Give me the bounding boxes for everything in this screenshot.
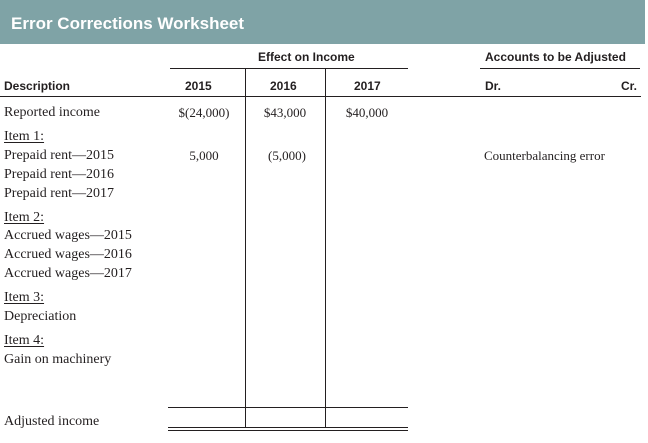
item-1-2015-value: 5,000	[189, 148, 219, 163]
column-header-rule	[0, 96, 641, 97]
dr-header: Dr.	[485, 79, 502, 93]
year-2015-header: 2015	[185, 79, 212, 93]
item-2-line-3: Accrued wages—2017	[4, 266, 132, 281]
item-2-label: Item 2:	[4, 210, 45, 225]
column-rule-2016-2017	[325, 69, 326, 428]
title-banner	[0, 0, 645, 44]
reported-income-2017: $40,000	[345, 105, 389, 120]
header-rule-accounts	[480, 68, 640, 69]
total-rule-top	[168, 407, 408, 408]
accounts-to-be-adjusted-header: Accounts to be Adjusted	[485, 50, 626, 64]
year-2016-header: 2016	[270, 79, 297, 93]
year-2017-header: 2017	[354, 79, 381, 93]
item-1-line-3: Prepaid rent—2017	[4, 186, 115, 201]
double-rule-2	[168, 430, 408, 431]
item-1-note: Counterbalancing error	[484, 148, 605, 163]
item-2-line-2: Accrued wages—2016	[4, 247, 132, 262]
item-4-line-1: Gain on machinery	[4, 352, 112, 367]
header-rule-effect	[170, 68, 408, 69]
item-1-2016-value: (5,000)	[268, 148, 306, 163]
reported-income-2015: $(24,000)	[178, 105, 230, 120]
reported-income-2016: $43,000	[263, 105, 307, 120]
reported-income-label: Reported income	[4, 105, 101, 120]
description-header: Description	[4, 79, 71, 93]
item-3-line-1: Depreciation	[4, 309, 77, 324]
item-4-label: Item 4:	[4, 333, 45, 348]
item-1-line-2: Prepaid rent—2016	[4, 167, 115, 182]
adjusted-income-label: Adjusted income	[4, 414, 100, 429]
double-rule-1	[168, 427, 408, 428]
item-1-line-1: Prepaid rent—2015	[4, 148, 115, 163]
page-title: Error Corrections Worksheet	[11, 14, 245, 33]
effect-on-income-header: Effect on Income	[258, 50, 355, 64]
item-1-label: Item 1:	[4, 129, 45, 144]
item-3-label: Item 3:	[4, 290, 45, 305]
column-rule-2015-2016	[245, 69, 246, 428]
cr-header: Cr.	[621, 79, 638, 93]
item-2-line-1: Accrued wages—2015	[4, 228, 132, 243]
